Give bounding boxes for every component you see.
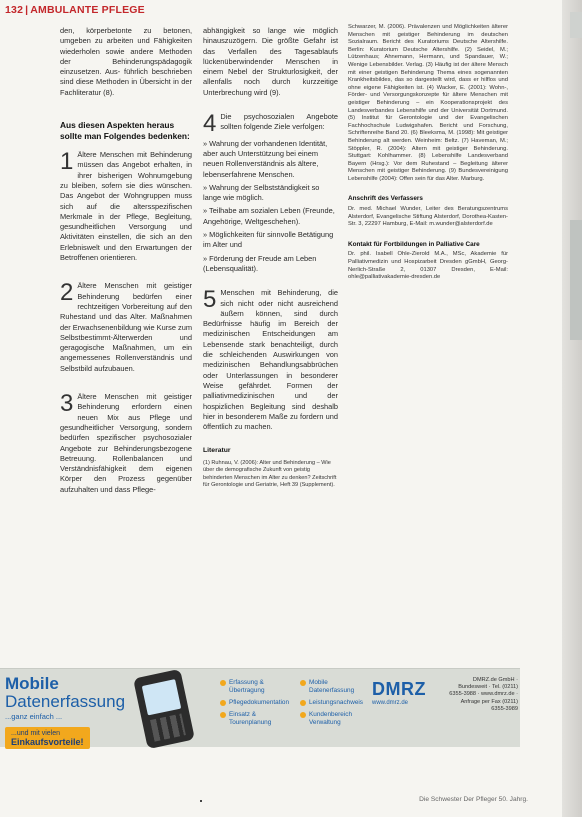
literature-heading: Literatur [203, 447, 231, 455]
feature-item: Mobile Datenerfassung [300, 679, 370, 695]
logo-mark: DMRZ [372, 679, 426, 699]
point-1-text: Ältere Menschen mit Behinderung müssen das Angebot erhalten, in ihrer bisherigen Wohnumgebung zu bleiben, sofern sie dies wünschen. Das Angebot der Wohngruppen muss sich auf die altersspezifischen Merkmale in der Pflege, Begleitung, gesundheitlichen Versorgung und Aktivitäten einstellen, die sich an den Erlebniswelt und den Erwartungen der Betroffenen orientieren. [60, 150, 192, 263]
point-3-text: Ältere Menschen mit geistiger Behinderung erfordern einen neuen Mix aus Pflege und gesundheitlicher Versorgung, sondern bedürfen spezifischer psychosozialer Angebote zur Behinderungsbezogene Betreuung. Rollenbalancen und Verständnisfähigkeit dem eigenen Körper den Prozess gegenüber aufzuhalten und dass Pflege- [60, 392, 192, 494]
references: Schwarzer, M. (2006). Prävalenzen und Möglichkeiten älterer Menschen mit geistiger Behinderung im deutschen Sozialraum. Bericht des Kuratoriums Deutsche Altershilfe. Berlin: Kuratorium Deutsche Altershilfe. (2) Seidel, M.; Lützenhaus; Ahnemann, Hermann, und Spandauer, W.; Wenige Lebensbilder. Verlag. (3) Häufig ist der ältere Mensch mit einer geistigen Behinderung Thema eines sogenannten Krankheitsbildes, das so dargestellt wird, dass er hilflos und ohne eigene Fähigkeiten ist. (4) Wacker, E. (2001): Wohn-, Förder- und Versorgungskonzepte für ältere Menschen mit geistiger Behinderung – ein Kooperationsprojekt des Landesverbandes Lebenshilfe und der Universität Dortmund. (5) Institut für Gerontologie und der Evangelischen Fachhochschule Ludwigshafen. Bericht und Forschung, Schriftenreihe Band 20. (6) Bleeksma, M. (1998): Mit geistiger Behinderung alt werden. Weinheim: Beltz. (7) Haveman, M.; Stöppler, R. (2004): Altern mit geistiger Behinderung. Stuttgart: Kohlhammer. (8) Lebenshilfe Landesverband Bayern (Hrsg.): Vor dem Ruhestand – Begleitung älterer Menschen mit geistiger Behinderung. (9) Bundesvereinigung Lebenshilfe (2004): Offen sein für das Alter. Marburg. [348, 24, 508, 182]
feature-item: Einsatz & Tourenplanung [220, 711, 290, 727]
point-5 [203, 288, 338, 432]
list-item: » Wahrung der Selbstständigkeit so lange wie möglich. [203, 182, 320, 203]
ad-features-2 [300, 679, 370, 731]
point-4-number: 4 [203, 110, 217, 138]
point-1-number: 1 [60, 148, 74, 176]
ad-tagline: ...ganz einfach ... [5, 712, 63, 721]
phone-device-icon [133, 669, 195, 749]
point-3 [60, 392, 192, 495]
column-2 [203, 26, 338, 489]
column-1 [60, 26, 192, 501]
bullet-dot [200, 800, 202, 802]
contact-address: Dr. phil. Isabell Ohle-Zierold M.A., MSc, Akademie für Palliativmedizin und Hospizarbeit Dresden gGmbH, Georg-Nerlich-Straße 2, 01307 Dresden, E-Mail: ohle@palliativakademie-dresden.de [348, 251, 508, 281]
edge-tab [570, 220, 582, 340]
section-heading: Aus diesen Aspekten heraus sollte man Folgendes bedenken: [60, 120, 190, 142]
point-5-number: 5 [203, 286, 217, 314]
logo-url[interactable]: www.dmrz.de [372, 700, 409, 706]
author-address: Dr. med. Michael Wunder, Leiter des Beratungszentrums Alsterdorf, Evangelische Stiftung Alsterdorf, Dorothea-Kasten-Str. 3, 22297 Hamburg, E-Mail: m.wunder@alsterdorf.de [348, 206, 508, 228]
page-footer: Die Schwester Der Pfleger 50. Jahrg. [419, 796, 528, 803]
point-4-lead: Die psychosozialen Angebote sollten folgende Ziele verfolgen: [220, 112, 338, 132]
author-heading: Anschrift des Verfassers [348, 195, 423, 203]
contact-heading: Kontakt für Fortbildungen in Palliative Care [348, 240, 480, 248]
section-title: AMBULANTE PFLEGE [30, 4, 145, 16]
page-header: 132 | AMBULANTE PFLEGE [5, 4, 145, 16]
ad-cta-big: Einkaufsvorteile! [11, 737, 84, 747]
literature-text: (1) Ruhnau, V. (2006): Alter und Behinderung – Wie über die demografische Zukunft von geistig behinderten Menschen im Alter zu denken? Zeitschrift für Gerontologie und Geriatrie, Heft 39 (Supplement). [203, 459, 337, 488]
edge-tab [570, 12, 582, 38]
ad-features-1 [220, 679, 290, 731]
point-1 [60, 150, 192, 263]
list-item: » Möglichkeiten für sinnvolle Betätigung im Alter und [203, 230, 334, 250]
feature-item: Erfassung & Übertragung [220, 679, 290, 695]
column-3 [348, 24, 508, 288]
feature-item: Leistungsnachweis [300, 699, 370, 707]
col1-intro: den, körperbetonte zu betonen, umgeben zu arbeiten und Fähigkeiten wiederholen sowie andere Methoden der Behinderungspädagogik einzusetzen. Aus- führlich beschrieben sind diese Methoden in Übersicht in der Fachliteratur (8). [60, 26, 192, 97]
list-item: » Teilhabe am sozialen Leben (Freunde, Angehörige, Weltgeschehen). [203, 206, 335, 226]
page-number: 132 [5, 4, 24, 16]
feature-item: Pflegedokumentation [220, 699, 290, 707]
col2-intro: abhängigkeit so lange wie möglich hinauszuzögern. Die größte Gefahr ist das Verfallen des Tagesablaufs lückenüberwindender Menschen in einem Nebel der Strukturlosigkeit, der allenfalls noch durch kurzzeitige Unterbrechung wird (9). [203, 26, 338, 97]
ad-address: DMRZ.de GmbH · Bundesweit · Tel. (0211) 6355-3988 · www.dmrz.de · Anfrage per Fax (0211) 6355-3989 [449, 677, 518, 712]
feature-item: Kundenbereich Verwaltung [300, 711, 370, 727]
point-2 [60, 281, 192, 374]
facing-page-edge [562, 0, 582, 817]
point-2-number: 2 [60, 279, 74, 307]
advertisement-banner[interactable] [0, 668, 520, 747]
point-5-text: Menschen mit Behinderung, die sich nicht oder nicht ausreichend äußern können, sind durch Bedürfnisse häufig im Bereich der medizinischen Entscheidungen am Lebensende stark benachteiligt, durch die schleichenden Auswirkungen von medizinischen Behandlungsabbrüchen oder Unterlassungen in besonderer Weise gefährdet. Formen der palliativmedizinischen und der hospizlichen Begleitung sind deshalb hier in besonderem Maße zu fordern und öffentlich zu machen. [203, 288, 338, 432]
ad-title-line1: Mobile [5, 674, 59, 693]
ad-headline-block [5, 675, 133, 750]
point-3-number: 3 [60, 390, 74, 418]
point-4 [203, 110, 338, 138]
list-item: » Förderung der Freude am Leben (Lebensqualität). [203, 253, 317, 273]
dmrz-logo[interactable] [372, 679, 440, 719]
goal-list [203, 139, 338, 275]
ad-title-line2: Datenerfassung [5, 692, 126, 711]
ad-cta-button[interactable] [5, 727, 90, 749]
ad-cta-small: ...und mit vielen [11, 730, 61, 737]
point-2-text: Ältere Menschen mit geistiger Behinderung bedürfen einer rechtzeitigen Vorbereitung auf den Ruhestand und das Alter. Maßnahmen der Erwachsenenbildung wie Kurse zum Selbstbestimmt-Älterwerden und geragogische Maßnahmen, um ein angemessenes Rollenverständnis und Selbstbild aufzubauen. [60, 281, 192, 373]
list-item: » Wahrung der vorhandenen Identität, aber auch Unterstützung bei einem neuen Rollenverständnis als ältere, lebenserfahrene Menschen. [203, 138, 328, 179]
